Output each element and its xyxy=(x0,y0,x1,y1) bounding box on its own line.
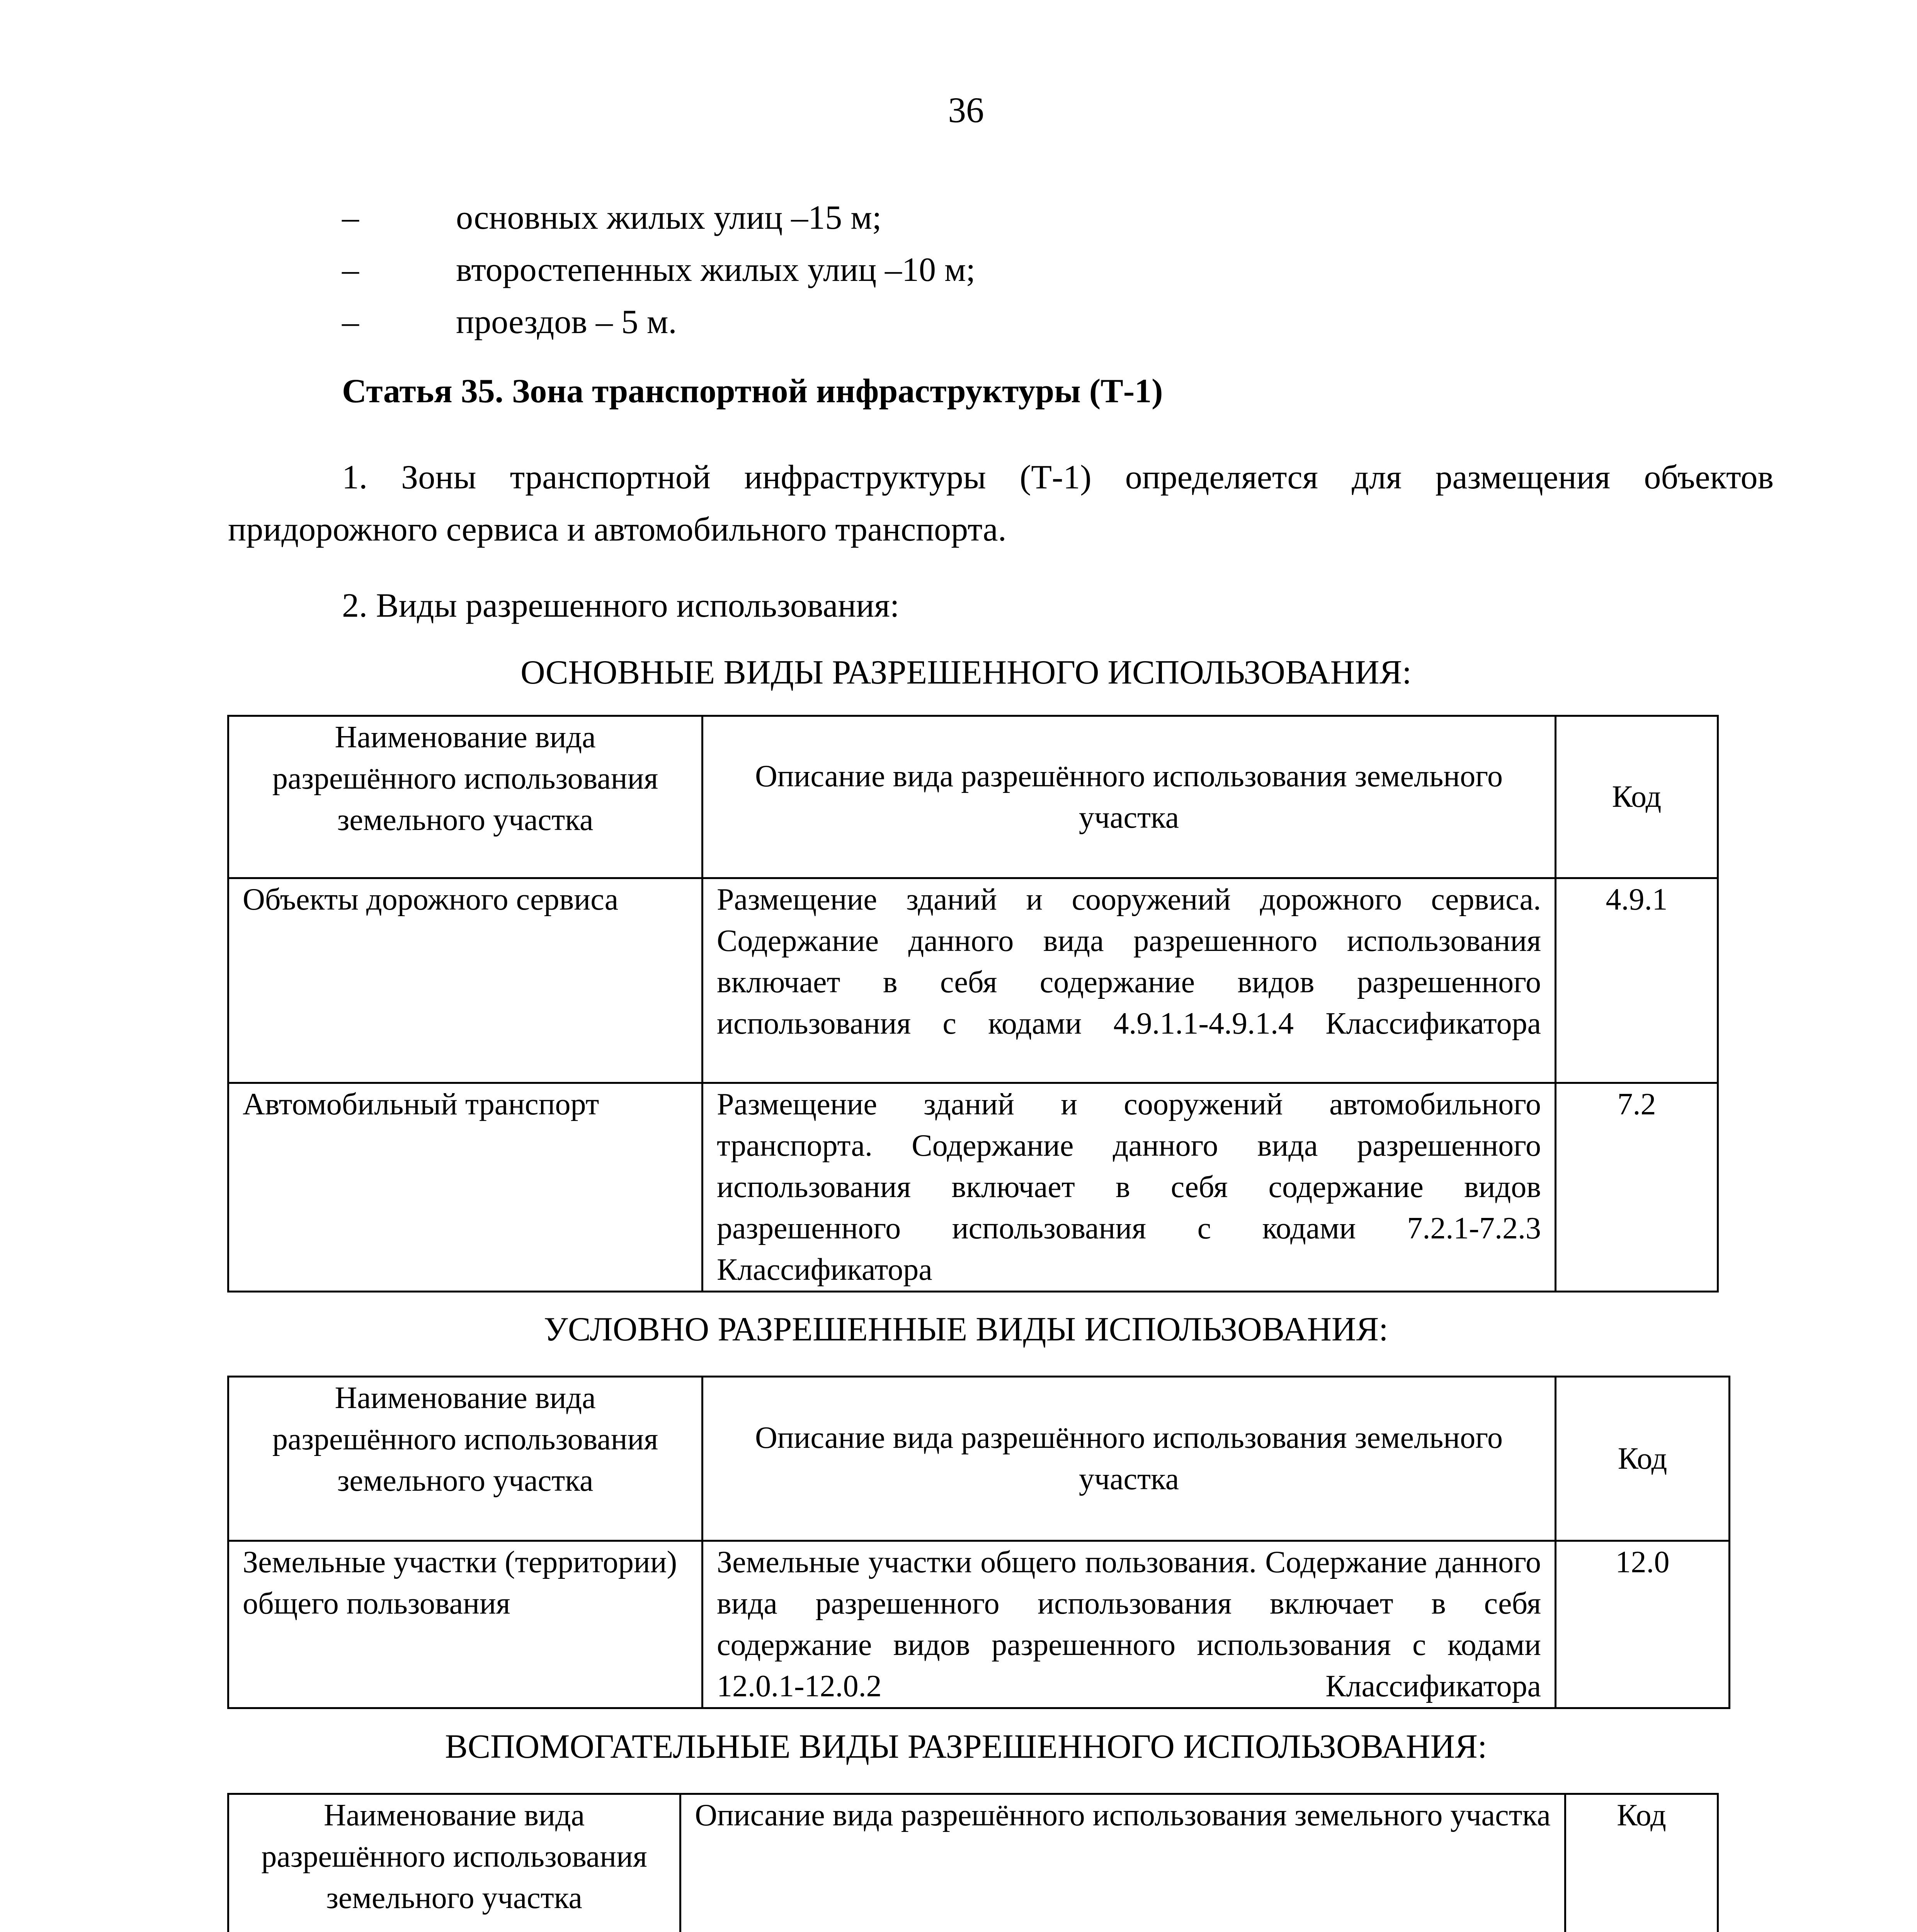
table-header-row xyxy=(228,1377,1730,1541)
section-title-auxiliary-uses: ВСПОМОГАТЕЛЬНЫЕ ВИДЫ РАЗРЕШЕННОГО ИСПОЛЬЗОВАНИЯ: xyxy=(445,1728,1487,1765)
cell-description xyxy=(703,878,1556,1083)
table-row xyxy=(228,1541,1730,1708)
header-code: Код xyxy=(1556,716,1718,878)
dash-marker: – xyxy=(342,251,359,289)
cell-code: 12.0 xyxy=(1556,1541,1730,1708)
header-description: Описание вида разрешённого использования земельного участка xyxy=(703,716,1556,878)
paragraph-permitted-uses: 2. Виды разрешенного использования: xyxy=(342,587,900,624)
cell-description-text: Земельные участки общего пользования. Содержание данного вида разрешенного использования включает в себя содержание видов разрешенного использования с кодами 12.0.1-12.0.2 Классификатора xyxy=(717,1545,1541,1703)
table-header-row xyxy=(228,1794,1718,1932)
table-header-row xyxy=(228,716,1718,878)
table-conditional-uses xyxy=(227,1376,1730,1709)
cell-description xyxy=(703,1541,1556,1708)
cell-description-text: Размещение зданий и сооружений автомобильного транспорта. Содержание данного вида разрешенного использования включает в себя содержание видов разрешенного использования с кодами 7.2.1-7.2.3 Классификатора xyxy=(717,1087,1541,1287)
header-name: Наименование вида разрешённого использования земельного участка xyxy=(228,1794,680,1932)
list-item-text: второстепенных жилых улиц –10 м; xyxy=(456,251,976,289)
header-name: Наименование вида разрешённого использования земельного участка xyxy=(228,1377,703,1541)
article-title: Статья 35. Зона транспортной инфраструктуры (Т-1) xyxy=(342,372,1163,410)
paragraph-zone-definition: 1. Зоны транспортной инфраструктуры (Т-1) определяется для размещения объектов придорожного сервиса и автомобильного транспорта. xyxy=(228,459,1774,548)
cell-description-text: Размещение зданий и сооружений дорожного сервиса. Содержание данного вида разрешенного использования включает в себя содержание видов разрешенного использования с кодами 4.9.1.1-4.9.1.4 Классификатора xyxy=(717,883,1541,1041)
cell-code: 7.2 xyxy=(1556,1083,1718,1292)
header-description: Описание вида разрешённого использования земельного участка xyxy=(703,1377,1556,1541)
list-item xyxy=(342,305,677,339)
list-item-text: основных жилых улиц –15 м; xyxy=(456,199,882,236)
cell-name: Автомобильный транспорт xyxy=(228,1083,703,1292)
section-title-conditional-uses: УСЛОВНО РАЗРЕШЕННЫЕ ВИДЫ ИСПОЛЬЗОВАНИЯ: xyxy=(544,1311,1388,1348)
list-item xyxy=(342,201,881,235)
cell-description xyxy=(703,1083,1556,1292)
page-number: 36 xyxy=(948,90,984,130)
table-row xyxy=(228,1083,1718,1292)
cell-name: Земельные участки (территории) общего пользования xyxy=(228,1541,703,1708)
table-auxiliary-uses xyxy=(227,1793,1719,1932)
header-code: Код xyxy=(1565,1794,1718,1932)
list-item-text: проездов – 5 м. xyxy=(456,303,677,341)
header-description: Описание вида разрешённого использования земельного участка xyxy=(680,1794,1565,1932)
dash-marker: – xyxy=(342,199,359,236)
section-title-main-uses: ОСНОВНЫЕ ВИДЫ РАЗРЕШЕННОГО ИСПОЛЬЗОВАНИЯ: xyxy=(520,654,1412,691)
cell-code: 4.9.1 xyxy=(1556,878,1718,1083)
header-name: Наименование вида разрешённого использования земельного участка xyxy=(228,716,703,878)
table-row xyxy=(228,878,1718,1083)
cell-name: Объекты дорожного сервиса xyxy=(228,878,703,1083)
table-main-uses xyxy=(227,715,1719,1293)
header-code: Код xyxy=(1556,1377,1730,1541)
list-item xyxy=(342,253,975,287)
dash-marker: – xyxy=(342,303,359,341)
